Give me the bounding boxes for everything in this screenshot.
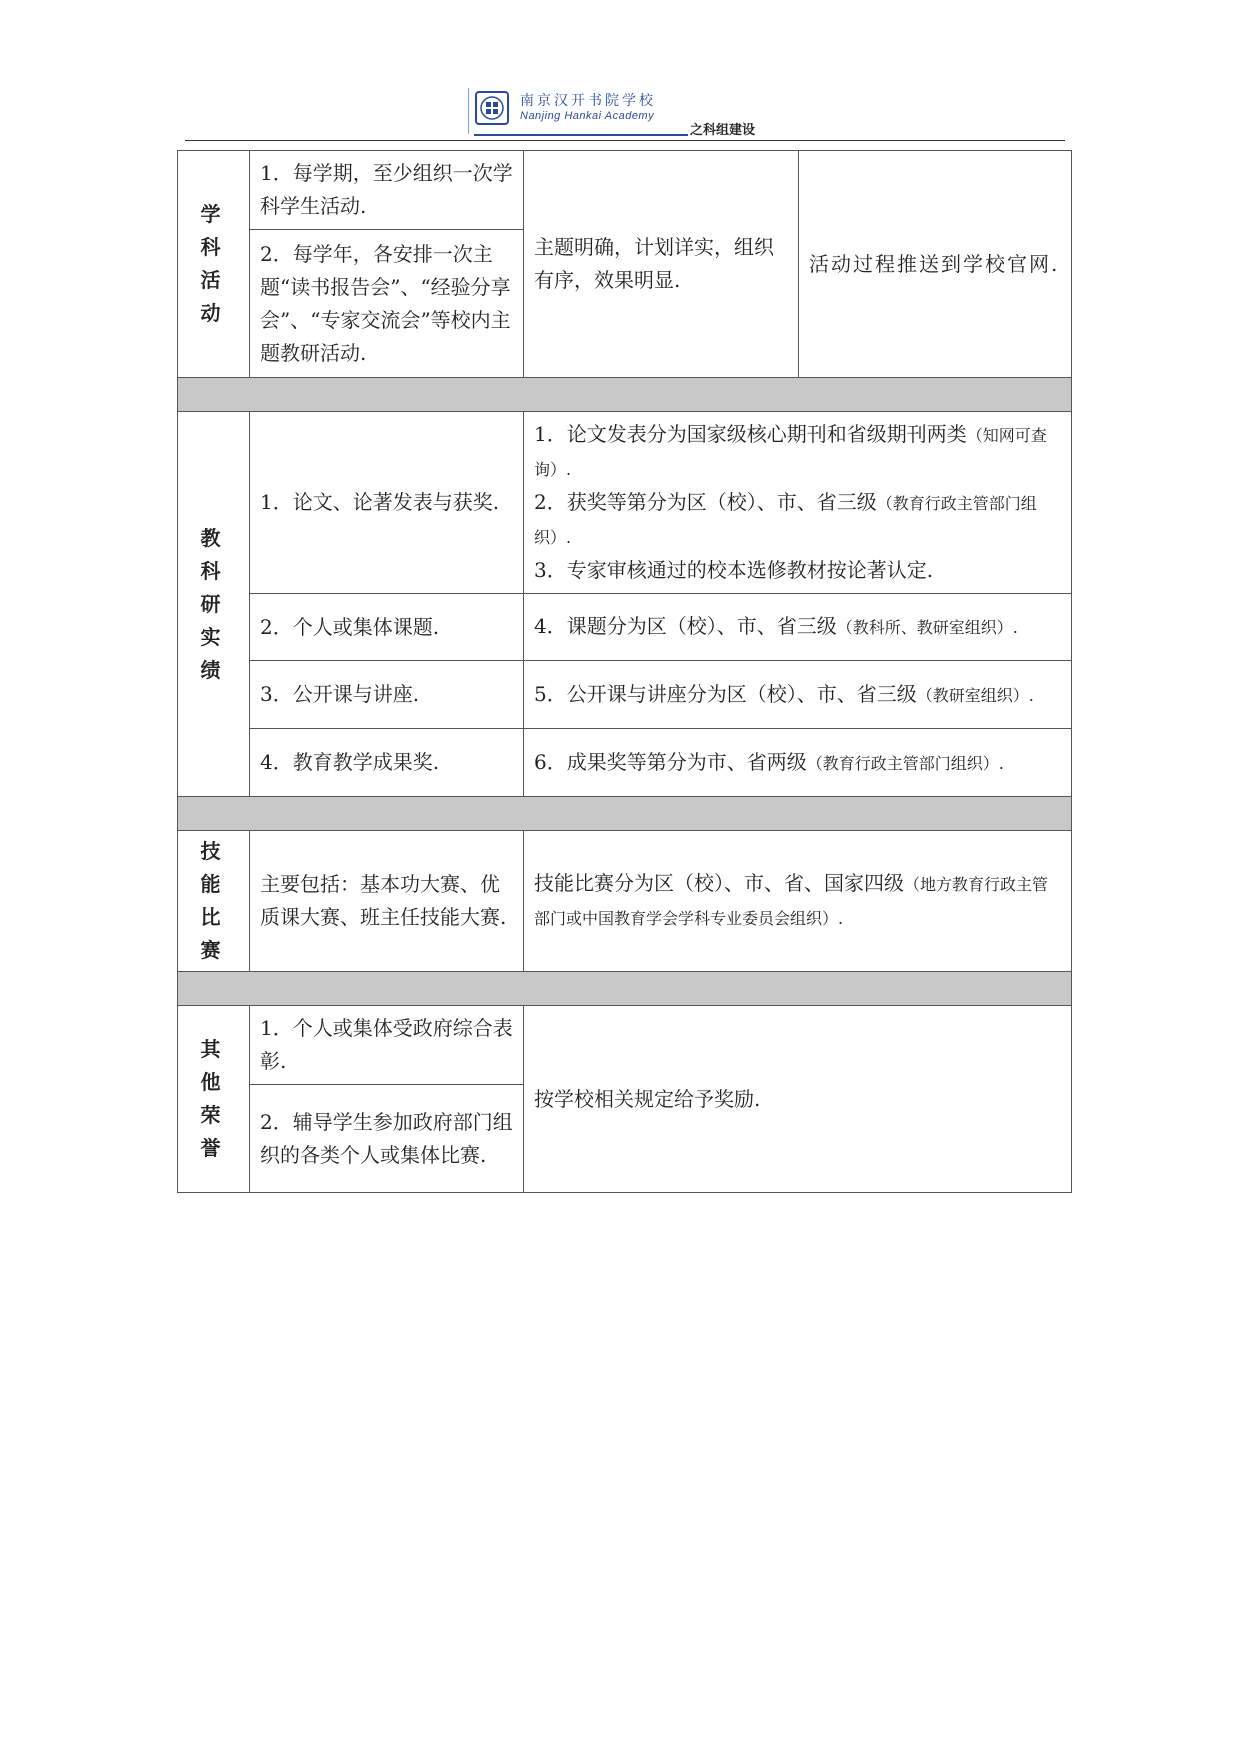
separator-row <box>178 378 1072 412</box>
category-xueke: 学科活动 <box>178 151 250 378</box>
jiaoke-item-1: 1．论文、论著发表与获奖. <box>250 412 524 594</box>
jiaoke-detail-4-note: （教育行政主管部门组织）. <box>806 753 1004 773</box>
jiaoke-detail-2-text: 4．课题分为区（校）、市、省三级 <box>534 614 837 638</box>
jiaoke-detail-1c: 3．专家审核通过的校本选修教材按论著认定. <box>534 558 934 582</box>
separator-cell <box>178 972 1072 1006</box>
jiaoke-detail-1b-text: 2．获奖等第分为区（校）、市、省三级 <box>534 490 877 514</box>
category-jineng: 技能比赛 <box>178 831 250 972</box>
jiaoke-item-3: 3．公开课与讲座. <box>250 661 524 729</box>
table-row <box>178 151 1072 230</box>
table-row <box>178 661 1072 729</box>
xueke-item-1: 1．每学期，至少组织一次学科学生活动. <box>250 151 524 230</box>
jiaoke-detail-2-note: （教科所、教研室组织）. <box>836 618 1018 637</box>
category-jiaoke: 教科研实绩 <box>178 412 250 797</box>
school-name-cn: 南京汉开书院学校 <box>520 93 656 109</box>
jiaoke-detail-1b <box>534 486 1061 554</box>
jiaoke-detail-2 <box>524 594 1072 661</box>
jiaoke-detail-1a-text: 1．论文发表分为国家级核心期刊和省级期刊两类 <box>534 422 967 446</box>
table-row <box>178 412 1072 594</box>
qita-item-1: 1．个人或集体受政府综合表彰. <box>250 1006 524 1085</box>
evaluation-table <box>177 150 1072 1193</box>
jiaoke-item-2: 2．个人或集体课题. <box>250 594 524 661</box>
header-rule <box>185 140 1065 141</box>
table-row <box>178 1006 1072 1085</box>
jiaoke-detail-1a <box>534 418 1061 486</box>
jineng-detail <box>524 831 1072 972</box>
xueke-note: 活动过程推送到学校官网. <box>799 151 1072 378</box>
separator-row <box>178 972 1072 1006</box>
header-section-title: 之科组建设 <box>690 123 756 138</box>
jineng-detail-note: （地方教育行政主管部门或中国教育学会学科专业委员会组织）. <box>534 875 1049 928</box>
xueke-item-2: 2．每学年，各安排一次主题“读书报告会”、“经验分享会”、“专家交流会”等校内主题教研活动. <box>250 230 524 378</box>
category-qita: 其他荣誉 <box>178 1006 250 1193</box>
jiaoke-item-4: 4．教育教学成果奖. <box>250 729 524 797</box>
school-name-en: Nanjing Hankai Academy <box>520 110 655 122</box>
jiaoke-detail-3 <box>524 661 1072 729</box>
header-divider <box>468 88 469 134</box>
jiaoke-detail-4-text: 6．成果奖等第分为市、省两级 <box>534 749 807 774</box>
separator-cell <box>178 797 1072 831</box>
qita-item-2: 2．辅导学生参加政府部门组织的各类个人或集体比赛. <box>250 1085 524 1193</box>
table-row <box>178 594 1072 661</box>
jineng-detail-text: 技能比赛分为区（校）、市、省、国家四级 <box>534 871 904 895</box>
jiaoke-detail-4 <box>524 729 1072 797</box>
jiaoke-detail-3-note: （教研室组织）. <box>916 685 1034 705</box>
jineng-item: 主要包括：基本功大赛、优质课大赛、班主任技能大赛. <box>250 831 524 972</box>
xueke-standard: 主题明确，计划详实，组织有序，效果明显. <box>524 151 799 378</box>
qita-detail: 按学校相关规定给予奖励. <box>524 1006 1072 1193</box>
school-logo-icon <box>474 90 510 126</box>
jiaoke-detail-3-text: 5．公开课与讲座分为区（校）、市、省三级 <box>534 681 917 706</box>
table-row <box>178 831 1072 972</box>
page-header <box>0 0 1241 145</box>
header-accent-line <box>474 134 688 136</box>
jiaoke-detail-1 <box>524 412 1072 594</box>
table-row <box>178 729 1072 797</box>
separator-cell <box>178 378 1072 412</box>
jiaoke-detail-1a-note: （知网可查询）. <box>534 426 1047 479</box>
jiaoke-detail-1b-note: （教育行政主管部门组织）. <box>534 494 1037 547</box>
separator-row <box>178 797 1072 831</box>
